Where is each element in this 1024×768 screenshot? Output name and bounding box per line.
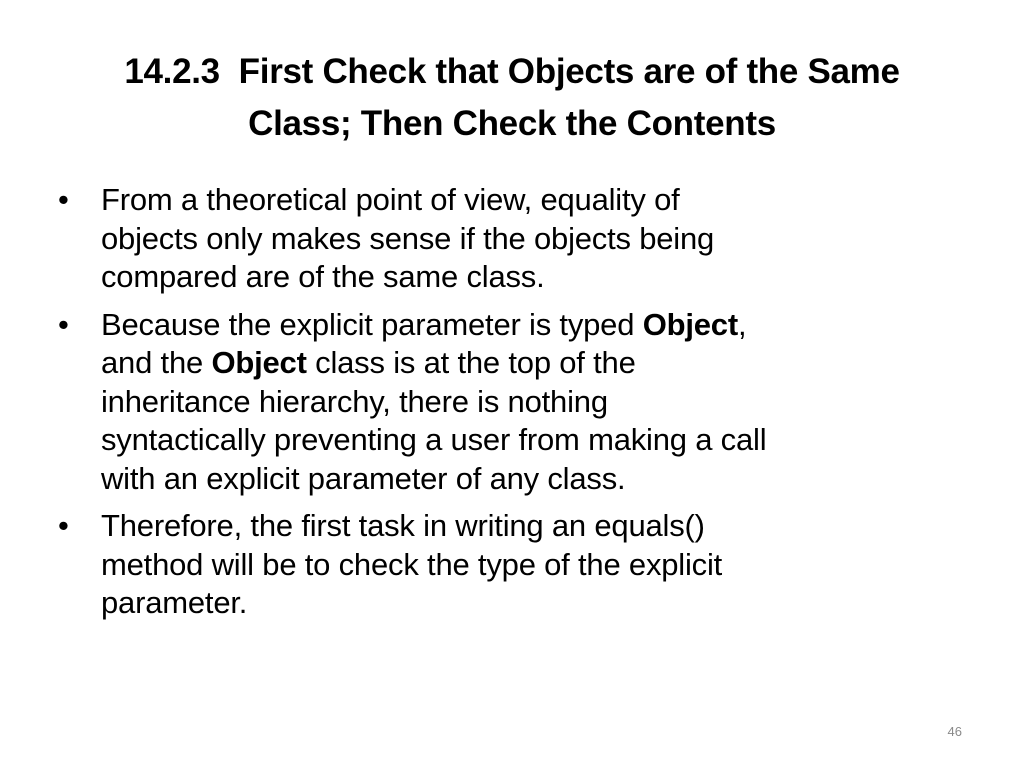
bullet-item	[58, 306, 968, 499]
bullet-line	[101, 584, 968, 623]
text-segment: parameter.	[101, 585, 248, 620]
bold-term: Object	[642, 306, 738, 342]
slide-title-line: 14.2.3 First Check that Objects are of the Same	[124, 52, 900, 91]
text-segment: compared are of the same class.	[101, 259, 545, 294]
bullet-line	[101, 460, 968, 499]
slide-number: 46	[947, 724, 962, 739]
slide-title-line: Class; Then Check the Contents	[248, 104, 776, 143]
text-segment: class is at the top of the	[306, 345, 636, 380]
bullet-list	[58, 181, 968, 632]
text-segment: Because the explicit parameter is typed	[101, 306, 643, 342]
text-segment: ,	[737, 306, 747, 342]
text-segment: method will be to check the type of the explicit	[101, 546, 723, 582]
bold-term: Object	[211, 345, 307, 380]
bullet-line	[101, 546, 968, 585]
bullet-marker: •	[58, 306, 69, 342]
bullet-line	[101, 306, 968, 345]
bullet-line	[101, 421, 968, 460]
bullet-line	[101, 507, 968, 546]
text-segment: and the	[101, 345, 212, 380]
bullet-marker: •	[58, 508, 69, 543]
bullet-line	[101, 258, 968, 297]
bullet-line	[101, 383, 968, 422]
slide-title	[40, 46, 984, 150]
bullet-marker: •	[58, 182, 69, 217]
text-segment: inheritance hierarchy, there is nothing	[101, 383, 608, 419]
text-segment: with an explicit parameter of any class.	[101, 460, 626, 496]
text-segment: From a theoretical point of view, equality of	[101, 182, 680, 217]
bullet-line	[101, 181, 968, 220]
text-segment: Therefore, the first task in writing an equals()	[101, 508, 705, 543]
bullet-line	[101, 344, 968, 383]
text-segment: syntactically preventing a user from making a call	[101, 422, 767, 457]
text-segment: objects only makes sense if the objects being	[101, 220, 715, 256]
bullet-item	[58, 507, 968, 623]
bullet-line	[101, 220, 968, 259]
bullet-item	[58, 181, 968, 297]
